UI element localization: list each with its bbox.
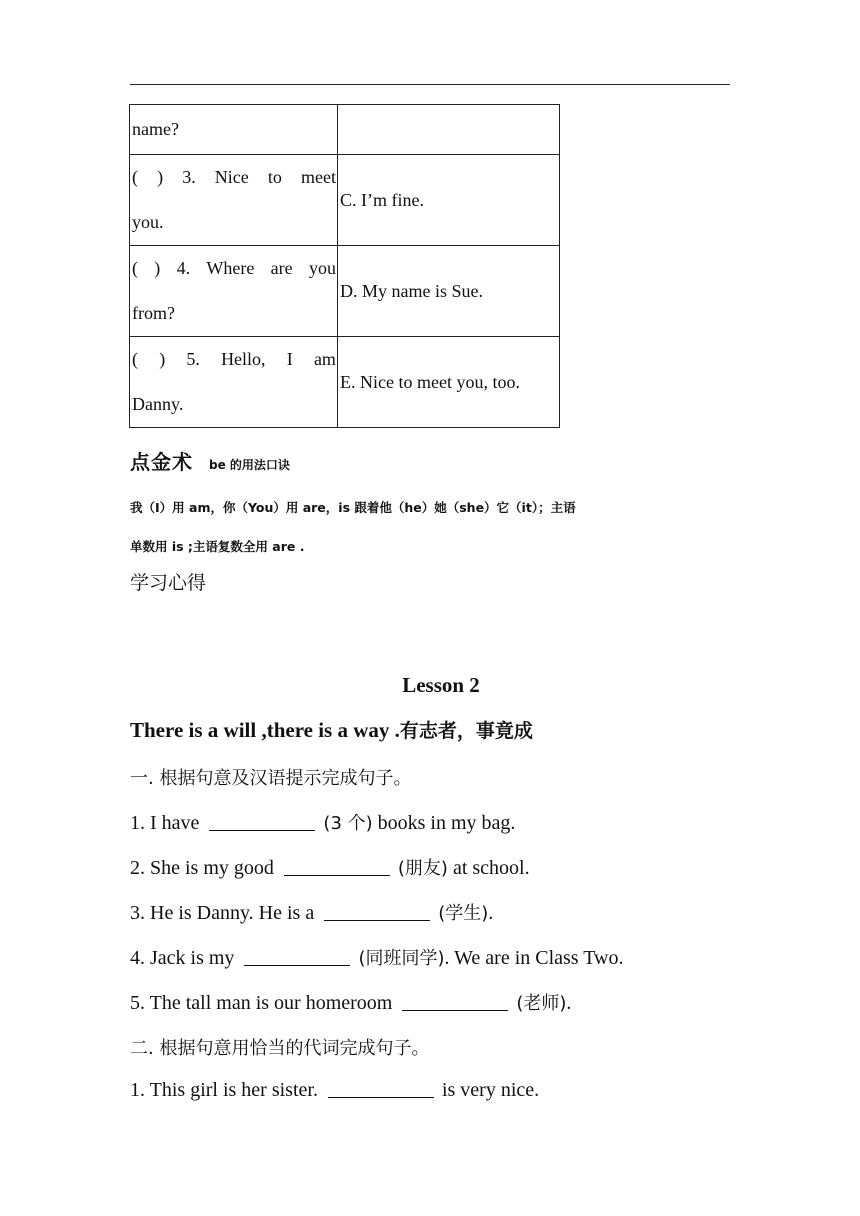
item-hint: (老师)	[516, 993, 567, 1014]
tip-subtitle: be 的用法口诀	[209, 458, 290, 472]
item-text: books in my bag.	[372, 812, 516, 834]
word: you	[308, 258, 336, 278]
tip-header	[130, 446, 290, 475]
question-cell	[130, 246, 338, 337]
answer-blank[interactable]	[209, 829, 315, 831]
word: meet	[300, 167, 336, 187]
item-hint: (朋友)	[397, 858, 448, 879]
question-text: name?	[132, 119, 179, 139]
item-text: 3. He is Danny. He is a	[130, 902, 315, 924]
word: Where	[206, 258, 255, 278]
lesson-title: Lesson 2	[402, 673, 480, 697]
matching-table	[129, 104, 560, 428]
word: I	[286, 349, 293, 369]
item-text: 5. The tall man is our homeroom	[130, 992, 393, 1014]
answer-cell	[338, 105, 560, 155]
word: are	[270, 258, 293, 278]
answer-cell: D. My name is Sue.	[338, 246, 560, 337]
question-number: 4.	[176, 258, 191, 278]
exercise-item	[130, 899, 493, 925]
exercise-item	[130, 944, 624, 970]
item-hint: (同班同学)	[358, 948, 445, 969]
item-text: 4. Jack is my	[130, 947, 235, 969]
answer-cell: E. Nice to meet you, too.	[338, 337, 560, 428]
exercise-item	[130, 989, 571, 1015]
word: Hello,	[221, 349, 266, 369]
word: Nice	[214, 167, 249, 187]
exercise-item	[130, 854, 530, 880]
header-rule	[130, 84, 730, 85]
exercise-item	[130, 1079, 539, 1102]
tip-title: 点金术	[130, 450, 193, 474]
paren-open: (	[132, 167, 138, 187]
question-cell	[130, 105, 338, 155]
table-row	[130, 155, 560, 246]
answer-blank[interactable]	[324, 919, 430, 921]
paren-close: )	[154, 258, 161, 278]
answer-blank[interactable]	[284, 874, 390, 876]
table-row	[130, 246, 560, 337]
item-text: 2. She is my good	[130, 857, 274, 879]
paren-close: )	[159, 349, 166, 369]
table-row	[130, 105, 560, 155]
rhyme-line-1: 我（I）用 am，你（You）用 are，is 跟着他（he）她（she）它（it）；主语	[130, 500, 576, 515]
paren-open: (	[132, 349, 138, 369]
question-tail: from?	[132, 303, 175, 323]
lesson-motto	[130, 716, 533, 743]
item-hint: (学生)	[438, 903, 489, 924]
question-number: 3.	[182, 167, 196, 187]
item-text: is very nice.	[441, 1079, 540, 1101]
motto-chinese: 有志者，事竟成	[399, 720, 533, 742]
question-line	[130, 155, 337, 200]
word: am	[313, 349, 336, 369]
question-tail: Danny.	[132, 394, 184, 414]
table-row	[130, 337, 560, 428]
answer-blank[interactable]	[402, 1009, 508, 1011]
section-heading: 二. 根据句意用恰当的代词完成句子。	[130, 1038, 430, 1059]
question-cell	[130, 155, 338, 246]
section-heading: 一. 根据句意及汉语提示完成句子。	[130, 768, 412, 789]
notes-heading: 学习心得	[130, 572, 207, 594]
answer-blank[interactable]	[328, 1096, 434, 1098]
paren-close: )	[157, 167, 164, 187]
question-line	[130, 337, 337, 382]
item-text: 1. I have	[130, 812, 200, 834]
question-line	[130, 246, 337, 291]
item-text: 1. This girl is her sister.	[130, 1079, 318, 1101]
item-hint: (3 个)	[323, 813, 373, 834]
question-cell	[130, 337, 338, 428]
item-text: at school.	[447, 857, 530, 879]
paren-open: (	[132, 258, 138, 278]
motto-english: There is a will ,there is a way .	[130, 718, 400, 742]
rhyme-line-2: 单数用 is ;主语复数全用 are .	[130, 539, 305, 554]
item-text: . We are in Class Two.	[444, 947, 624, 969]
exercise-item	[130, 809, 515, 835]
answer-blank[interactable]	[244, 964, 350, 966]
question-tail: you.	[132, 212, 164, 232]
question-number: 5.	[186, 349, 200, 369]
word: to	[267, 167, 282, 187]
item-text: .	[488, 902, 494, 924]
answer-cell: C. I’m fine.	[338, 155, 560, 246]
item-text: .	[566, 992, 572, 1014]
